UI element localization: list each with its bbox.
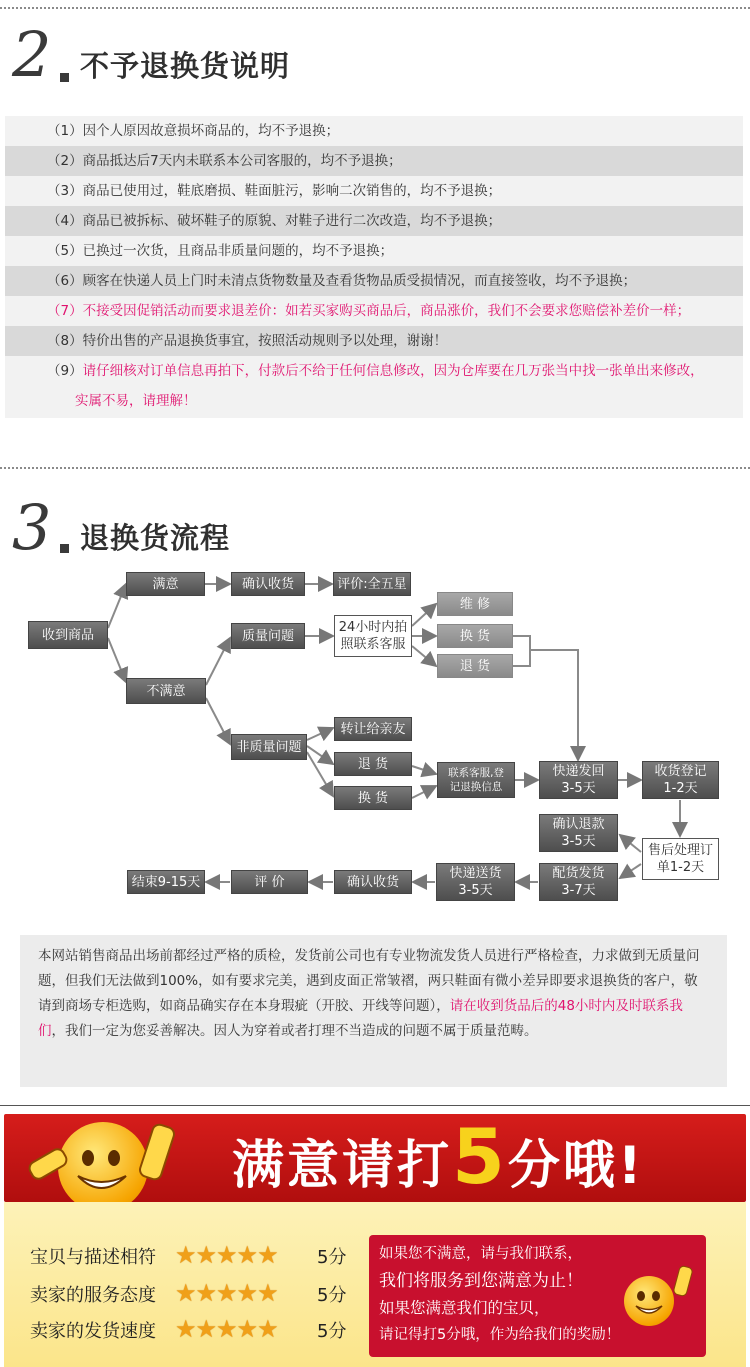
banner-title-five: 5 — [452, 1112, 508, 1201]
rule-item: （1）因个人原因故意损坏商品的，均不予退换； — [5, 116, 743, 146]
section2-title: 不予退换货说明 — [80, 49, 291, 83]
flow-node-label: 评 价 — [254, 874, 285, 890]
flow-node-confirm-bottom — [334, 870, 412, 894]
rule-item: （5）已换过一次货，且商品非质量问题的，均不予退换； — [5, 236, 743, 266]
flow-node-end — [127, 870, 205, 894]
flow-node-label: 维 修 — [459, 596, 491, 612]
rule-item: （3）商品已使用过，鞋底磨损、鞋面脏污，影响二次销售的，均不予退换； — [5, 176, 743, 206]
rule-item: （4）商品已被拆标、破坏鞋子的原貌、对鞋子进行二次改造，均不予退换； — [5, 206, 743, 236]
flow-node-label: 快递送货 — [449, 866, 502, 881]
flow-node-label: 质量问题 — [241, 628, 294, 644]
flow-node-receive — [28, 621, 108, 649]
flow-node-label: 非质量问题 — [236, 739, 302, 755]
flow-node-return-nq — [334, 752, 412, 776]
flow-node-return-q — [437, 654, 513, 678]
rating-score: 5分 — [317, 1247, 347, 1268]
flow-node-label: 1-2天 — [663, 781, 698, 796]
flow-node-confirm-refund — [539, 814, 618, 852]
rule-item: （8）特价出售的产品退换货事宜，按照活动规则予以处理，谢谢！ — [5, 326, 743, 356]
flow-node-label: 3-5天 — [561, 834, 596, 849]
flow-node-label: 评价:全五星 — [337, 576, 407, 592]
rating-label: 卖家的发货速度 — [30, 1321, 156, 1342]
flow-node-exchange-q — [437, 624, 513, 648]
flow-node-label: 确认收货 — [346, 874, 399, 890]
flow-node-evaluate — [231, 870, 308, 894]
rules-list — [5, 116, 743, 418]
message-line: 如果您不满意，请与我们联系， — [379, 1246, 582, 1262]
banner-title-a: 满意请打 — [232, 1136, 453, 1196]
flow-node-label: 结束9-15天 — [131, 874, 201, 890]
flow-node-label: 快递发回 — [552, 764, 605, 779]
rule-item-9 — [5, 356, 743, 418]
message-line: 请记得打5分哦，作为给我们的奖励！ — [379, 1327, 621, 1343]
flow-node-after-sales — [642, 838, 719, 880]
flow-node-satisfied — [126, 572, 205, 596]
flow-node-contact-register — [437, 762, 515, 798]
middle-divider — [0, 467, 750, 469]
flow-node-non-quality — [231, 734, 307, 760]
rating-row-description — [30, 1240, 346, 1270]
smiley-thumbs-up-icon — [58, 1122, 148, 1212]
flow-node-label: 联系客服,登 — [448, 767, 504, 779]
small-smiley-icon — [624, 1276, 674, 1326]
flow-node-photo-contact — [334, 615, 412, 657]
flow-node-receive-register — [642, 761, 719, 799]
flow-node-quality — [231, 623, 305, 649]
rating-score: 5分 — [317, 1285, 347, 1306]
flow-node-dispatch — [539, 863, 618, 901]
flow-node-label: 配货发货 — [552, 866, 605, 881]
notice-text-end: ，我们一定为您妥善解决。因人为穿着或者打理不当造成的问题不属于质量范畴。 — [51, 1023, 538, 1039]
flow-node-label: 确认收货 — [241, 576, 294, 592]
flow-node-label: 收货登记 — [654, 764, 707, 779]
rating-label: 宝贝与描述相符 — [30, 1247, 156, 1268]
flow-node-label: 换 货 — [357, 790, 389, 806]
quality-notice — [20, 935, 727, 1087]
flow-node-label: 退 货 — [357, 756, 389, 772]
flow-node-unsatisfied — [126, 678, 206, 704]
star-rating-icons: ★★★★★ — [175, 1315, 278, 1343]
flow-node-label: 单1-2天 — [656, 860, 705, 875]
top-divider — [0, 7, 750, 9]
section3-title: 退换货流程 — [80, 521, 231, 555]
flow-node-label: 照联系客服 — [340, 637, 406, 652]
flow-node-label: 记退换信息 — [449, 781, 503, 793]
star-rating-icons: ★★★★★ — [175, 1241, 278, 1269]
rule9-line2: 实属不易，请理解！ — [75, 393, 197, 409]
flow-node-label: 3-5天 — [458, 883, 493, 898]
rule9-prefix: （9） — [47, 363, 83, 379]
section3-dot — [60, 544, 69, 553]
return-flowchart — [0, 560, 750, 920]
rule-item: （6）顾客在快递人员上门时未清点货物数量及查看货物品质受损情况，而直接签收，均不予退换； — [5, 266, 743, 296]
flow-node-repair — [437, 592, 513, 616]
message-line: 如果您满意我们的宝贝， — [379, 1299, 550, 1317]
rating-row-service — [30, 1278, 346, 1308]
bottom-divider — [0, 1105, 750, 1106]
flow-node-label: 转让给亲友 — [340, 721, 406, 737]
flow-node-label: 24小时内拍 — [338, 620, 408, 635]
flow-node-label: 3-5天 — [561, 781, 596, 796]
star-rating-icons: ★★★★★ — [175, 1279, 278, 1307]
rating-score: 5分 — [317, 1321, 347, 1342]
flow-node-label: 收到商品 — [41, 627, 94, 643]
flow-node-exchange-nq — [334, 786, 412, 810]
rating-row-shipping — [30, 1314, 346, 1344]
section2-number: 2 — [12, 18, 52, 91]
banner-title — [232, 1112, 645, 1201]
flow-node-confirm-top — [231, 572, 305, 596]
message-line: 我们将服务到您满意为止！ — [379, 1271, 583, 1291]
flow-node-transfer — [334, 717, 412, 741]
flow-node-label: 退 货 — [459, 658, 491, 674]
flow-node-label: 3-7天 — [561, 883, 596, 898]
flow-node-ship-back — [539, 761, 618, 799]
section3-number: 3 — [12, 491, 52, 564]
flow-node-rating — [333, 572, 411, 596]
flow-node-label: 不满意 — [146, 683, 186, 699]
section2-dot — [60, 73, 69, 82]
rule-item-highlight: （7）不接受因促销活动而要求退差价：如若买家购买商品后，商品涨价，我们不会要求您赔偿补差价一样； — [5, 296, 743, 326]
notice-text: 本网站销售商品出场前都经过严格的质检，发货前公司也有专业物流发货人员进行严格检查，力求做到无质量问题，但我们无法做到100%，如有要求完美，遇到皮面正常皱褶，两只鞋面有微小差异即要求退换货的客户，敬请到商场专柜选购，如商品确实存在本身瑕疵（开胶、开线等问题）， — [38, 948, 700, 1014]
banner-title-b: 分哦! — [507, 1136, 645, 1196]
notice-highlight: 请在收到货品后的48小时内及时联系我们 — [38, 998, 683, 1039]
flow-node-label: 满意 — [152, 576, 179, 592]
flow-node-label: 售后处理订 — [647, 843, 713, 858]
rule-item: （2）商品抵达后7天内未联系本公司客服的，均不予退换； — [5, 146, 743, 176]
flow-node-label: 换 货 — [459, 628, 491, 644]
rule9-line1: 请仔细核对订单信息再拍下，付款后不给于任何信息修改，因为仓库要在几万张当中找一张单出来修改， — [82, 363, 704, 379]
rating-label: 卖家的服务态度 — [30, 1285, 156, 1306]
flow-node-deliver — [436, 863, 515, 901]
flow-node-label: 确认退款 — [552, 817, 605, 832]
